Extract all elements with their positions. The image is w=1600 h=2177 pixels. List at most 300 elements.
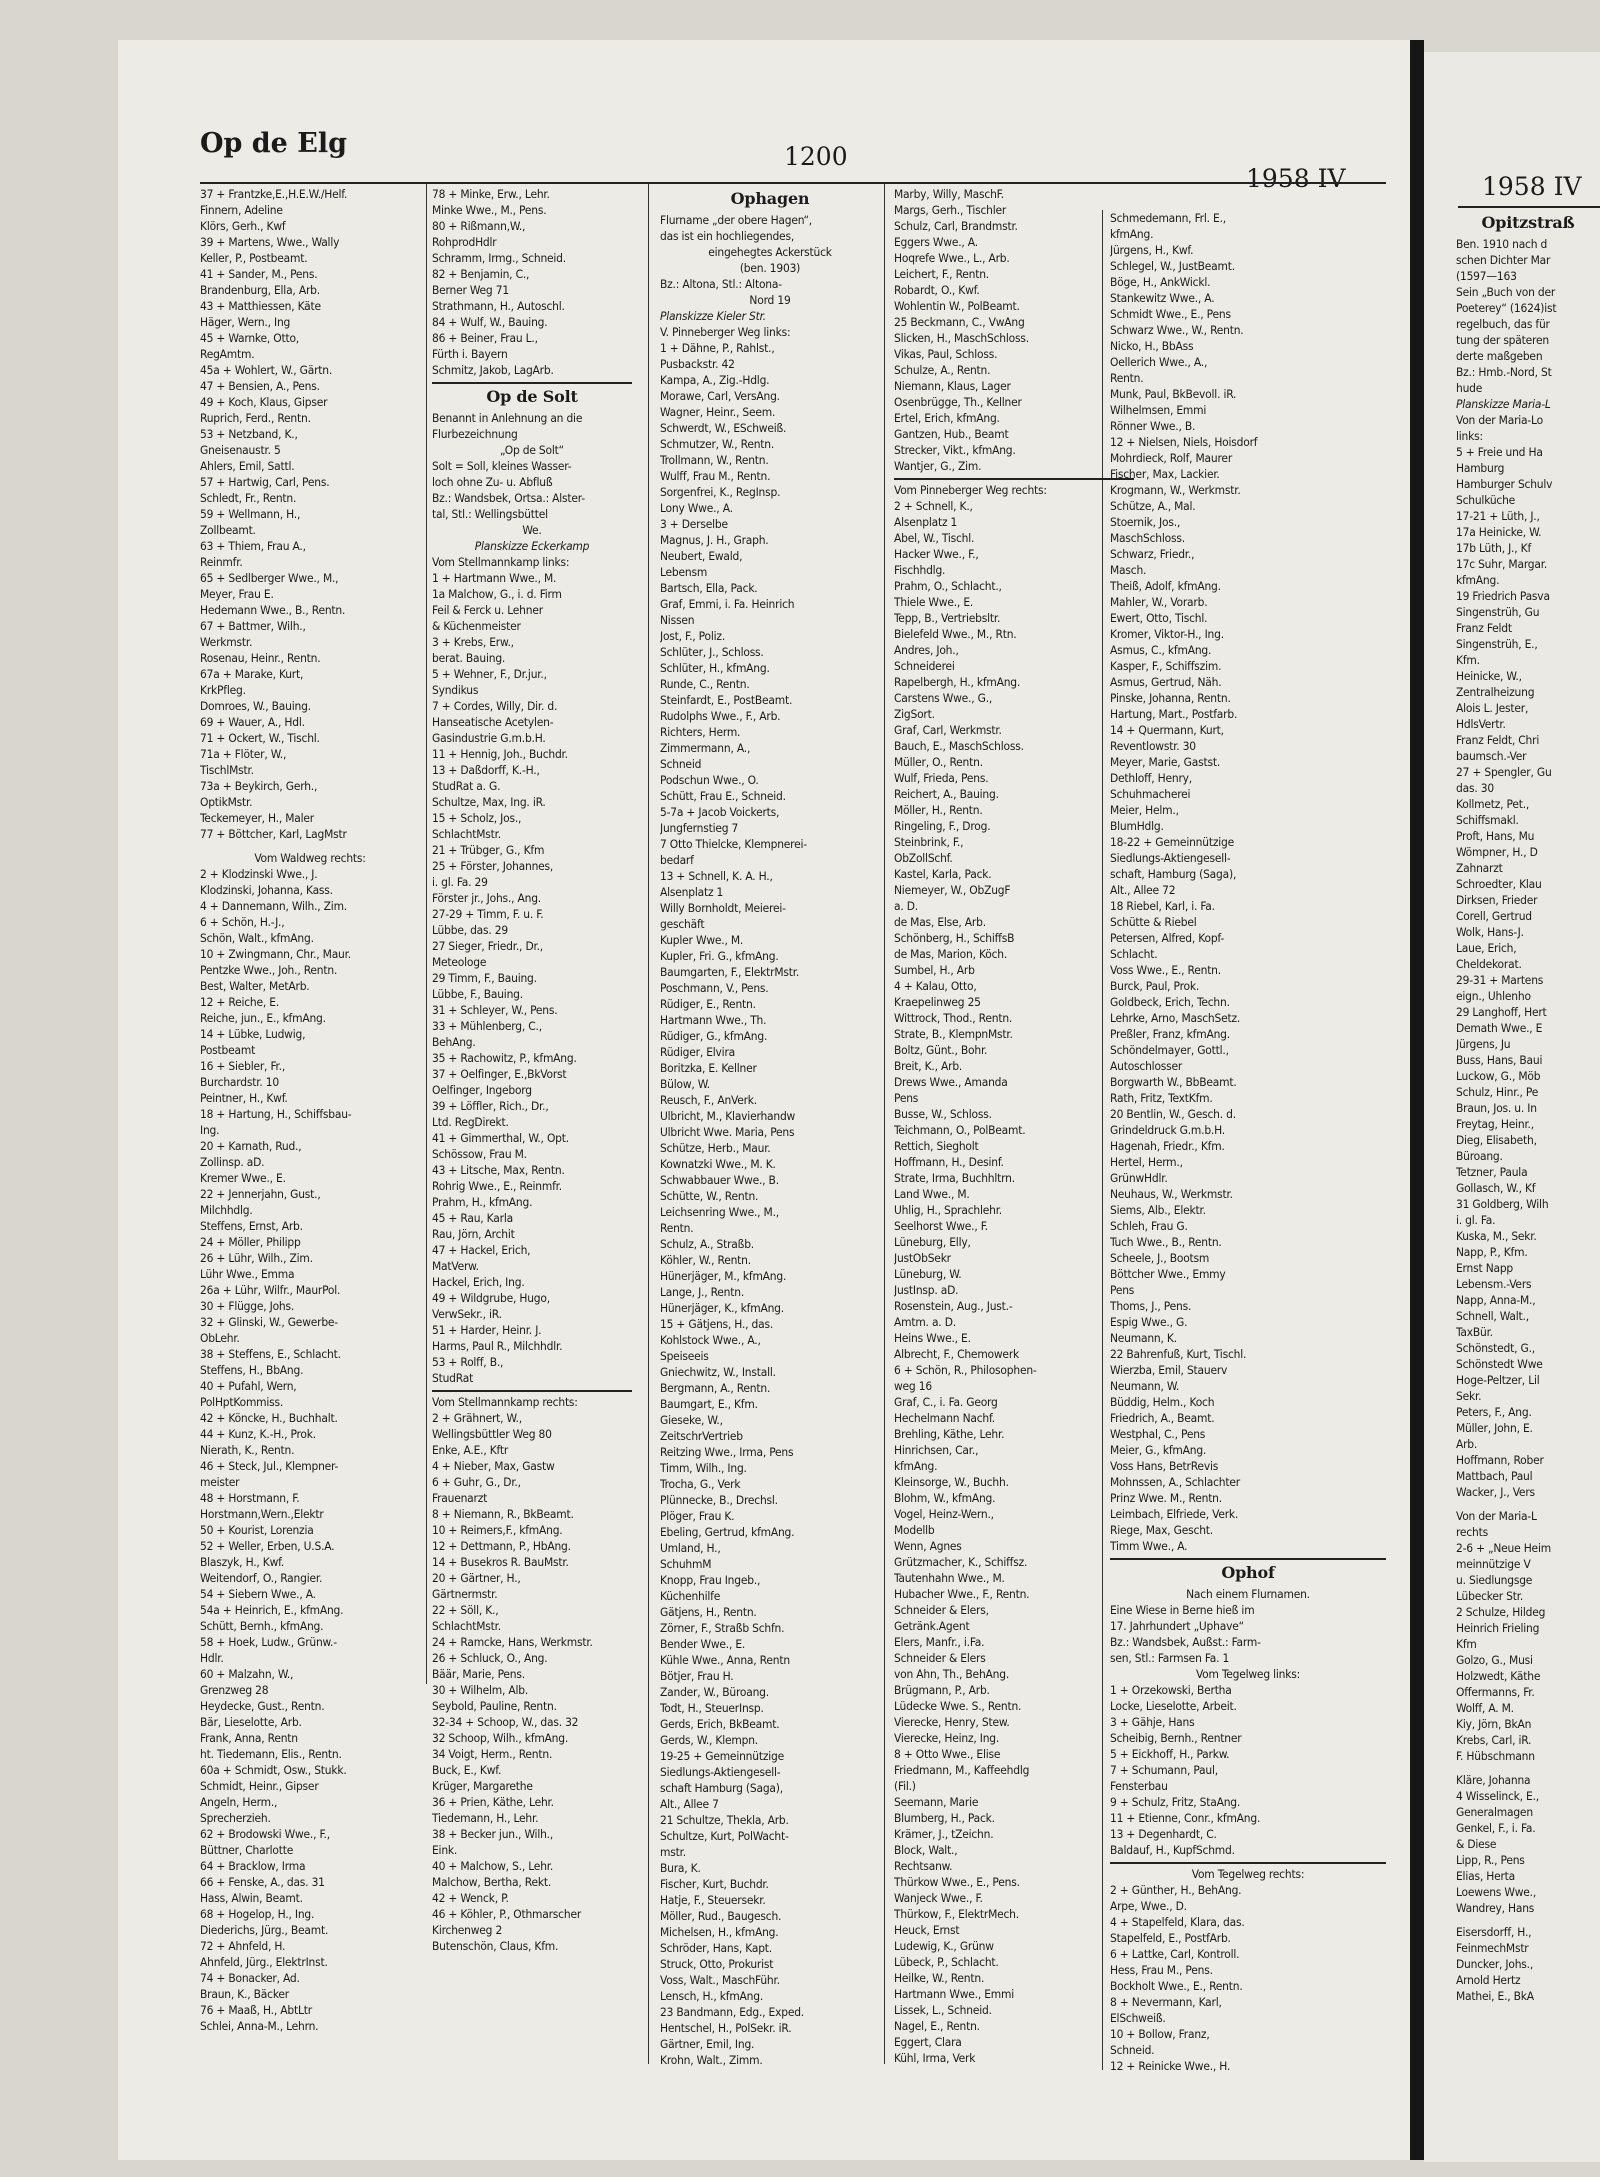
directory-entry: 50 + Kourist, Lorenzia — [200, 1523, 314, 1537]
directory-entry: Eggers Wwe., A. — [894, 235, 978, 249]
directory-entry: Wömpner, H., D — [1456, 845, 1538, 859]
directory-entry: 27 Sieger, Friedr., Dr., — [432, 939, 543, 953]
directory-entry: links: — [1456, 429, 1483, 443]
directory-entry: Harms, Paul R., Milchhdlr. — [432, 1339, 563, 1353]
directory-entry: JustObSekr — [894, 1251, 951, 1265]
directory-entry: Mohrdieck, Rolf, Maurer — [1110, 451, 1233, 465]
directory-entry: 5-7a + Jacob Voickerts, — [660, 805, 780, 819]
directory-entry: Siedlungs-Aktiengesell- — [660, 1765, 781, 1779]
directory-entry: Podschun Wwe., O. — [660, 773, 759, 787]
directory-entry: de Mas, Else, Arb. — [894, 915, 986, 929]
directory-entry: Syndikus — [432, 683, 479, 697]
directory-entry: 32 Schoop, Wilh., kfmAng. — [432, 1731, 569, 1745]
directory-entry: 7 + Cordes, Willy, Dir. d. — [432, 699, 558, 713]
directory-entry: Tetzner, Paula — [1456, 1165, 1528, 1179]
directory-entry: 27-29 + Timm, F. u. F. — [432, 907, 544, 921]
directory-entry: Sekr. — [1456, 1389, 1482, 1403]
directory-entry: Eggert, Clara — [894, 2035, 962, 2049]
directory-entry: 2 + Grähnert, W., — [432, 1411, 522, 1425]
directory-entry: Ebeling, Gertrud, kfmAng. — [660, 1525, 795, 1539]
directory-entry: Bartsch, Ella, Pack. — [660, 581, 758, 595]
directory-entry: 54a + Heinrich, E., kfmAng. — [200, 1603, 344, 1617]
directory-entry: Schwarz, Friedr., — [1110, 547, 1195, 561]
directory-entry: & Diese — [1456, 1837, 1497, 1851]
directory-entry: Alsenplatz 1 — [894, 515, 958, 529]
directory-entry: Marby, Willy, MaschF. — [894, 187, 1004, 201]
directory-entry: de Mas, Marion, Köch. — [894, 947, 1008, 961]
directory-entry: Schmidt Wwe., E., Pens — [1110, 307, 1231, 321]
directory-entry: Amtm. a. D. — [894, 1315, 956, 1329]
directory-entry: i. gl. Fa. — [1456, 1213, 1496, 1227]
directory-entry: Ernst Napp — [1456, 1261, 1514, 1275]
directory-entry: Ringeling, F., Drog. — [894, 819, 991, 833]
directory-entry: Schwerdt, W., ESchweiß. — [660, 421, 787, 435]
directory-entry: Schön, Walt., kfmAng. — [200, 931, 314, 945]
directory-entry: 1a Malchow, G., i. d. Firm — [432, 587, 562, 601]
directory-entry: Gasindustrie G.m.b.H. — [432, 731, 546, 745]
directory-entry: Rechtsanw. — [894, 1859, 953, 1873]
directory-entry: Sorgenfrei, K., RegInsp. — [660, 485, 781, 499]
directory-entry: Steffens, H., BbAng. — [200, 1363, 304, 1377]
directory-entry: 74 + Bonacker, Ad. — [200, 1971, 300, 1985]
directory-entry: Luckow, G., Möb — [1456, 1069, 1541, 1083]
page-title: Op de Elg — [200, 128, 347, 159]
directory-entry: Weitendorf, O., Rangier. — [200, 1571, 323, 1585]
directory-entry: Schwabbauer Wwe., B. — [660, 1173, 779, 1187]
directory-entry: Vikas, Paul, Schloss. — [894, 347, 998, 361]
directory-entry: Heins Wwe., E. — [894, 1331, 971, 1345]
directory-entry: Genkel, F., i. Fa. — [1456, 1821, 1536, 1835]
directory-entry: regelbuch, das für — [1456, 317, 1550, 331]
directory-entry: Neumann, K. — [1110, 1331, 1177, 1345]
directory-entry: 14 + Lübke, Ludwig, — [200, 1027, 306, 1041]
directory-entry: Braun, Jos. u. In — [1456, 1101, 1537, 1115]
street-heading: Opitzstraß — [1481, 213, 1575, 232]
directory-entry: 20 Bentlin, W., Gesch. d. — [1110, 1107, 1236, 1121]
directory-entry: Hamburg — [1456, 461, 1505, 475]
directory-entry: Bz.: Wandsbek, Außst.: Farm- — [1110, 1635, 1261, 1649]
directory-entry: 6 + Lattke, Carl, Kontroll. — [1110, 1947, 1240, 1961]
directory-entry: Hoge-Peltzer, Lil — [1456, 1373, 1540, 1387]
column-divider — [648, 184, 649, 2064]
directory-entry: Rettich, Siegholt — [894, 1139, 979, 1153]
directory-entry: Napp, Anna-M., — [1456, 1293, 1536, 1307]
directory-entry: Schönstedt, G., — [1456, 1341, 1535, 1355]
directory-entry: Duncker, Johs., — [1456, 1957, 1534, 1971]
directory-entry: Lüneburg, Elly, — [894, 1235, 971, 1249]
directory-entry: Bülow, W. — [660, 1077, 710, 1091]
section-rule — [1110, 1862, 1386, 1864]
directory-entry: Jürgens, H., Kwf. — [1110, 243, 1194, 257]
directory-entry: Hedemann Wwe., B., Rentn. — [200, 603, 346, 617]
directory-entry: Zimmermann, A., — [660, 741, 751, 755]
directory-entry: Busse, W., Schloss. — [894, 1107, 992, 1121]
directory-entry: 26a + Lühr, Wilfr., MaurPol. — [200, 1283, 341, 1297]
directory-entry: kfmAng. — [894, 1459, 938, 1473]
directory-entry: Nagel, E., Rentn. — [894, 2019, 980, 2033]
directory-entry: Dieg, Elisabeth, — [1456, 1133, 1537, 1147]
directory-entry: Büddig, Helm., Koch — [1110, 1395, 1215, 1409]
directory-entry: 4 + Stapelfeld, Klara, das. — [1110, 1915, 1245, 1929]
directory-entry: Nord 19 — [749, 293, 791, 307]
directory-entry: Modellb — [894, 1523, 935, 1537]
directory-entry: 54 + Siebern Wwe., A. — [200, 1587, 316, 1601]
directory-entry: Elers, Manfr., i.Fa. — [894, 1635, 985, 1649]
directory-entry: Wacker, J., Vers — [1456, 1485, 1535, 1499]
directory-entry: Poeterey“ (1624)ist — [1456, 301, 1557, 315]
directory-entry: a. D. — [894, 899, 918, 913]
directory-entry: Wierzba, Emil, Stauerv — [1110, 1363, 1228, 1377]
directory-entry: Flurname „der obere Hagen“, — [660, 213, 813, 227]
directory-entry: Corell, Gertrud — [1456, 909, 1532, 923]
directory-entry: Vom Pinneberger Weg rechts: — [894, 483, 1047, 497]
directory-entry: Fischer, Kurt, Buchdr. — [660, 1877, 769, 1891]
directory-entry: Brandenburg, Ella, Arb. — [200, 283, 320, 297]
directory-entry: 57 + Hartwig, Carl, Pens. — [200, 475, 330, 489]
directory-entry: 36 + Prien, Käthe, Lehr. — [432, 1795, 554, 1809]
directory-entry: Brehling, Käthe, Lehr. — [894, 1427, 1005, 1441]
directory-entry: Zander, W., Büroang. — [660, 1685, 769, 1699]
directory-entry: Klörs, Gerh., Kwf — [200, 219, 286, 233]
directory-entry: 5 + Freie und Ha — [1456, 445, 1543, 459]
directory-entry: Zahnarzt — [1456, 861, 1503, 875]
directory-column-4 — [894, 186, 1134, 2147]
directory-entry: Lüdecke Wwe. S., Rentn. — [894, 1699, 1022, 1713]
directory-entry: Kupler Wwe., M. — [660, 933, 744, 947]
directory-entry: 11 + Etienne, Conr., kfmAng. — [1110, 1811, 1261, 1825]
directory-entry: Ben. 1910 nach d — [1456, 237, 1548, 251]
directory-entry: Locke, Lieselotte, Arbeit. — [1110, 1699, 1237, 1713]
directory-entry: Schulze, A., Rentn. — [894, 363, 991, 377]
directory-entry: 17b Lüth, J., Kf — [1456, 541, 1532, 555]
directory-entry: 62 + Brodowski Wwe., F., — [200, 1827, 330, 1841]
blank-line — [1456, 1500, 1600, 1508]
directory-entry: 30 + Flügge, Johs. — [200, 1299, 295, 1313]
directory-entry: Theiß, Adolf, kfmAng. — [1110, 579, 1221, 593]
directory-entry: 8 + Niemann, R., BkBeamt. — [432, 1507, 574, 1521]
directory-entry: Seelhorst Wwe., F. — [894, 1219, 988, 1233]
directory-entry: Pinske, Johanna, Rentn. — [1110, 691, 1231, 705]
street-heading: Op de Solt — [486, 387, 578, 406]
directory-entry: 44 + Kunz, K.-H., Prok. — [200, 1427, 316, 1441]
directory-entry: 29 Timm, F., Bauing. — [432, 971, 537, 985]
directory-entry: 6 + Schön, H.-J., — [200, 915, 285, 929]
directory-entry: Drews Wwe., Amanda — [894, 1075, 1008, 1089]
directory-entry: VerwSekr., iR. — [432, 1307, 502, 1321]
directory-entry: Schulz, A., Straßb. — [660, 1237, 754, 1251]
directory-entry: GrünwHdlr. — [1110, 1171, 1168, 1185]
directory-entry: Schneider & Elers, — [894, 1603, 989, 1617]
directory-entry: Krogmann, W., Werkmstr. — [1110, 483, 1241, 497]
directory-entry: sen, Stl.: Farmsen Fa. 1 — [1110, 1651, 1230, 1665]
directory-entry: baumsch.-Ver — [1456, 749, 1527, 763]
directory-entry: Hackel, Erich, Ing. — [432, 1275, 525, 1289]
directory-entry: schaft, Hamburg (Saga), — [1110, 867, 1237, 881]
directory-entry: Lipp, R., Pens — [1456, 1853, 1525, 1867]
directory-entry: Timm, Wilh., Ing. — [660, 1461, 747, 1475]
directory-entry: Hess, Frau M., Pens. — [1110, 1963, 1213, 1977]
directory-entry: Petersen, Alfred, Kopf- — [1110, 931, 1224, 945]
directory-entry: 29 Langhoff, Hert — [1456, 1005, 1547, 1019]
directory-entry: 33 + Mühlenberg, C., — [432, 1019, 542, 1033]
directory-entry: Sumbel, H., Arb — [894, 963, 975, 977]
directory-entry: tung der späteren — [1456, 333, 1549, 347]
directory-entry: Prahm, H., kfmAng. — [432, 1195, 533, 1209]
directory-entry: Brügmann, P., Arb. — [894, 1683, 990, 1697]
directory-entry: Wilhelmsen, Emmi — [1110, 403, 1207, 417]
directory-entry: Kirchenweg 2 — [432, 1923, 503, 1937]
directory-entry: Meyer, Marie, Gastst. — [1110, 755, 1221, 769]
directory-entry: Fischhdlg. — [894, 563, 946, 577]
directory-entry: Hagenah, Friedr., Kfm. — [1110, 1139, 1225, 1153]
directory-entry: Schlüter, J., Schloss. — [660, 645, 764, 659]
directory-entry: 12 + Dettmann, P., HbAng. — [432, 1539, 571, 1553]
directory-entry: 45 + Rau, Karla — [432, 1211, 513, 1225]
directory-entry: Benannt in Anlehnung an die — [432, 411, 583, 425]
directory-entry: RohprodHdlr — [432, 235, 497, 249]
directory-entry: 67 + Battmer, Wilh., — [200, 619, 306, 633]
directory-entry: PolHptKommiss. — [200, 1395, 284, 1409]
directory-entry: ZigSort. — [894, 707, 935, 721]
directory-entry: Carstens Wwe., G., — [894, 691, 993, 705]
directory-entry: Schütte, W., Rentn. — [660, 1189, 759, 1203]
directory-entry: 18 Riebel, Karl, i. Fa. — [1110, 899, 1215, 913]
directory-entry: 4 + Kalau, Otto, — [894, 979, 977, 993]
directory-entry: Nach einem Flurnamen. — [1186, 1587, 1310, 1601]
directory-entry: 80 + Rißmann,W., — [432, 219, 526, 233]
directory-entry: TaxBür. — [1456, 1325, 1493, 1339]
directory-entry: Stankewitz Wwe., A. — [1110, 291, 1215, 305]
directory-entry: Leichsenring Wwe., M., — [660, 1205, 779, 1219]
directory-entry: 37 + Frantzke,E.,H.E.W./Helf. — [200, 187, 348, 201]
directory-entry: 4 + Nieber, Max, Gastw — [432, 1459, 555, 1473]
directory-entry: RegAmtm. — [200, 347, 255, 361]
directory-entry: 39 + Löffler, Rich., Dr., — [432, 1099, 549, 1113]
directory-entry: Heinicke, W., — [1456, 669, 1522, 683]
directory-entry: kfmAng. — [1456, 573, 1500, 587]
directory-entry: Andres, Joh., — [894, 643, 959, 657]
directory-entry: Seemann, Marie — [894, 1795, 979, 1809]
directory-entry: Ahnfeld, Jürg., ElektrInst. — [200, 1955, 328, 1969]
directory-entry: 12 + Reiche, E. — [200, 995, 280, 1009]
directory-entry: Struck, Otto, Prokurist — [660, 1957, 774, 1971]
directory-entry: Tiedemann, H., Lehr. — [432, 1811, 539, 1825]
directory-entry: Zollbeamt. — [200, 523, 256, 537]
street-heading: Ophagen — [730, 189, 810, 208]
directory-entry: Lüneburg, W. — [894, 1267, 962, 1281]
directory-entry: Rau, Jörn, Archit — [432, 1227, 515, 1241]
directory-entry: Preßler, Franz, kfmAng. — [1110, 1027, 1230, 1041]
directory-entry: Hartung, Mart., Postfarb. — [1110, 707, 1238, 721]
directory-entry: 53 + Netzband, K., — [200, 427, 298, 441]
directory-entry: HdlsVertr. — [1456, 717, 1506, 731]
directory-entry: 22 + Söll, K., — [432, 1603, 499, 1617]
directory-entry: Stoernik, Jos., — [1110, 515, 1181, 529]
directory-entry: Wenn, Agnes — [894, 1539, 962, 1553]
directory-entry: Loewens Wwe., — [1456, 1885, 1537, 1899]
directory-entry: Kollmetz, Pet., — [1456, 797, 1530, 811]
directory-entry: Hartmann Wwe., Th. — [660, 1013, 767, 1027]
directory-entry: eingehegtes Ackerstück — [708, 245, 832, 259]
directory-entry: Jürgens, Ju — [1456, 1037, 1511, 1051]
directory-entry: Bz.: Hmb.-Nord, St — [1456, 365, 1552, 379]
year-volume-label: 1958 IV — [1246, 164, 1346, 193]
directory-entry: 68 + Hogelop, H., Ing. — [200, 1907, 315, 1921]
directory-entry: 6 + Schön, R., Philosophen- — [894, 1363, 1037, 1377]
street-heading: Ophof — [1221, 1563, 1275, 1582]
directory-entry: Kleinsorge, W., Buchh. — [894, 1475, 1009, 1489]
directory-entry: Arpe, Wwe., D. — [1110, 1899, 1187, 1913]
directory-entry: Schwarz Wwe., W., Rentn. — [1110, 323, 1244, 337]
directory-entry: Bockholt Wwe., E., Rentn. — [1110, 1979, 1243, 1993]
directory-entry: 5 + Wehner, F., Dr.jur., — [432, 667, 547, 681]
directory-entry: We. — [522, 523, 542, 537]
directory-entry: Uhlig, H., Sprachlehr. — [894, 1203, 1003, 1217]
directory-entry: Westphal, C., Pens — [1110, 1427, 1206, 1441]
directory-entry: Bötjer, Frau H. — [660, 1669, 734, 1683]
directory-entry: Hanseatische Acetylen- — [432, 715, 554, 729]
directory-entry: Alois L. Jester, — [1456, 701, 1529, 715]
directory-entry: Wantjer, G., Zim. — [894, 459, 982, 473]
directory-entry: Seybold, Pauline, Rentn. — [432, 1699, 557, 1713]
directory-entry: Ltd. RegDirekt. — [432, 1115, 509, 1129]
directory-entry: Ulbricht, M., Klavierhandw — [660, 1109, 796, 1123]
directory-entry: Eink. — [432, 1843, 458, 1857]
directory-entry: 32 + Glinski, W., Gewerbe- — [200, 1315, 338, 1329]
directory-entry: F. Hübschmann — [1456, 1749, 1535, 1763]
directory-entry: 2 + Schnell, K., — [894, 499, 973, 513]
directory-entry: 8 + Nevermann, Karl, — [1110, 1995, 1222, 2009]
directory-entry: Förster jr., Johs., Ang. — [432, 891, 542, 905]
directory-entry: Jost, F., Poliz. — [660, 629, 726, 643]
directory-entry: Kläre, Johanna — [1456, 1773, 1531, 1787]
directory-entry: Timm Wwe., A. — [1110, 1539, 1188, 1553]
directory-entry: Burchardstr. 10 — [200, 1075, 279, 1089]
directory-entry: Kuska, M., Sekr. — [1456, 1229, 1537, 1243]
directory-entry: Laue, Erich, — [1456, 941, 1517, 955]
directory-entry: 39 + Martens, Wwe., Wally — [200, 235, 340, 249]
directory-entry: Hünerjäger, K., kfmAng. — [660, 1301, 784, 1315]
directory-entry: 17c Suhr, Margar. — [1456, 557, 1548, 571]
directory-entry: Feil & Ferck u. Lehner — [432, 603, 543, 617]
directory-entry: 3 + Krebs, Erw., — [432, 635, 514, 649]
directory-entry: Angeln, Herm., — [200, 1795, 278, 1809]
directory-entry: V. Pinneberger Weg links: — [660, 325, 791, 339]
directory-entry: Böge, H., AnkWickl. — [1110, 275, 1211, 289]
directory-entry: Robardt, O., Kwf. — [894, 283, 980, 297]
directory-entry: 20 + Karnath, Rud., — [200, 1139, 302, 1153]
directory-entry: 12 + Nielsen, Niels, Hoisdorf — [1110, 435, 1258, 449]
directory-entry: Vom Stellmannkamp links: — [432, 555, 570, 569]
directory-entry: Hubacher Wwe., F., Rentn. — [894, 1587, 1030, 1601]
directory-entry: 64 + Bracklow, Irma — [200, 1859, 306, 1873]
directory-entry: 13 + Degenhardt, C. — [1110, 1827, 1217, 1841]
directory-entry: Voss, Walt., MaschFühr. — [660, 1973, 780, 1987]
directory-entry: 31 + Schleyer, W., Pens. — [432, 1003, 558, 1017]
directory-entry: BehAng. — [432, 1035, 476, 1049]
directory-entry: 4 Wisselinck, E., — [1456, 1789, 1539, 1803]
directory-entry: Zentralheizung — [1456, 685, 1535, 699]
directory-entry: Hass, Alwin, Beamt. — [200, 1891, 303, 1905]
directory-entry: Boltz, Günt., Bohr. — [894, 1043, 988, 1057]
directory-entry: 2 + Günther, H., BehAng. — [1110, 1883, 1242, 1897]
directory-entry: Bäär, Marie, Pens. — [432, 1667, 525, 1681]
directory-entry: 11 + Hennig, Joh., Buchdr. — [432, 747, 568, 761]
directory-entry: Schütt, Frau E., Schneid. — [660, 789, 786, 803]
directory-entry: Gantzen, Hub., Beamt — [894, 427, 1009, 441]
directory-entry: Osenbrügge, Th., Kellner — [894, 395, 1022, 409]
directory-entry: Runde, C., Rentn. — [660, 677, 750, 691]
directory-entry: Schiffsmakl. — [1456, 813, 1519, 827]
directory-entry: Hdlr. — [200, 1651, 224, 1665]
directory-column-1 — [200, 186, 420, 2147]
directory-entry: Graf, Emmi, i. Fa. Heinrich — [660, 597, 795, 611]
directory-entry: Ulbricht Wwe. Maria, Pens — [660, 1125, 795, 1139]
directory-entry: Schneid. — [1110, 2043, 1155, 2057]
directory-entry: Tepp, B., Vertriebsltr. — [894, 611, 1001, 625]
directory-entry: (ben. 1903) — [739, 261, 801, 275]
directory-entry: 3 + Derselbe — [660, 517, 728, 531]
directory-entry: Willy Bornholdt, Meierei- — [660, 901, 786, 915]
directory-entry: Ruprich, Ferd., Rentn. — [200, 411, 311, 425]
directory-entry: Knopp, Frau Ingeb., — [660, 1573, 761, 1587]
directory-entry: Schmitz, Jakob, LagArb. — [432, 363, 554, 377]
directory-entry: Lebensm — [660, 565, 708, 579]
directory-entry: Zörner, F., Straßb Schfn. — [660, 1621, 785, 1635]
directory-entry: Sein „Buch von der — [1456, 285, 1556, 299]
directory-entry: Wulf, Frieda, Pens. — [894, 771, 989, 785]
directory-entry: meister — [200, 1475, 240, 1489]
directory-entry: Thürkow Wwe., E., Pens. — [894, 1875, 1020, 1889]
directory-entry: Krüger, Margarethe — [432, 1779, 533, 1793]
directory-entry: schen Dichter Mar — [1456, 253, 1551, 267]
directory-entry: 21 Schultze, Thekla, Arb. — [660, 1813, 789, 1827]
directory-entry: Schössow, Frau M. — [432, 1147, 527, 1161]
directory-entry: 19 Friedrich Pasva — [1456, 589, 1550, 603]
directory-entry: Schütze, Herb., Maur. — [660, 1141, 771, 1155]
directory-entry: i. gl. Fa. 29 — [432, 875, 488, 889]
directory-entry: Planskizze Maria-L — [1456, 397, 1551, 411]
directory-entry: 51 + Harder, Heinr. J. — [432, 1323, 542, 1337]
directory-entry: Strate, B., KlempnMstr. — [894, 1027, 1013, 1041]
directory-entry: 40 + Malchow, S., Lehr. — [432, 1859, 554, 1873]
directory-entry: Fürth i. Bayern — [432, 347, 508, 361]
directory-entry: Kfm. — [1456, 653, 1480, 667]
directory-entry: weg 16 — [894, 1379, 932, 1393]
directory-entry: Graf, Carl, Werkmstr. — [894, 723, 1002, 737]
directory-entry: Lissek, L., Schneid. — [894, 2003, 992, 2017]
directory-entry: Schmidt, Heinr., Gipser — [200, 1779, 319, 1793]
directory-entry: 43 + Litsche, Max, Rentn. — [432, 1163, 565, 1177]
directory-entry: Friedrich, A., Beamt. — [1110, 1411, 1215, 1425]
directory-entry: Reventlowstr. 30 — [1110, 739, 1196, 753]
directory-entry: Riege, Max, Gescht. — [1110, 1523, 1213, 1537]
directory-entry: Blohm, W., kfmAng. — [894, 1491, 996, 1505]
directory-entry: Alt., Allee 72 — [1110, 883, 1176, 897]
directory-entry: 17a Heinicke, W. — [1456, 525, 1542, 539]
directory-entry: KrkPfleg. — [200, 683, 246, 697]
directory-entry: Thürkow, F., ElektrMech. — [894, 1907, 1019, 1921]
directory-entry: Blaszyk, H., Kwf. — [200, 1555, 285, 1569]
directory-entry: 7 + Schumann, Paul, — [1110, 1763, 1218, 1777]
directory-entry: Gerds, W., Klempn. — [660, 1733, 758, 1747]
directory-entry: Schultze, Max, Ing. iR. — [432, 795, 546, 809]
directory-entry: Schneid — [660, 757, 702, 771]
directory-entry: Ahlers, Emil, Sattl. — [200, 459, 295, 473]
directory-entry: Peters, F., Ang. — [1456, 1405, 1532, 1419]
directory-entry: Kohlstock Wwe., A., — [660, 1333, 761, 1347]
directory-entry: mstr. — [660, 1845, 686, 1859]
